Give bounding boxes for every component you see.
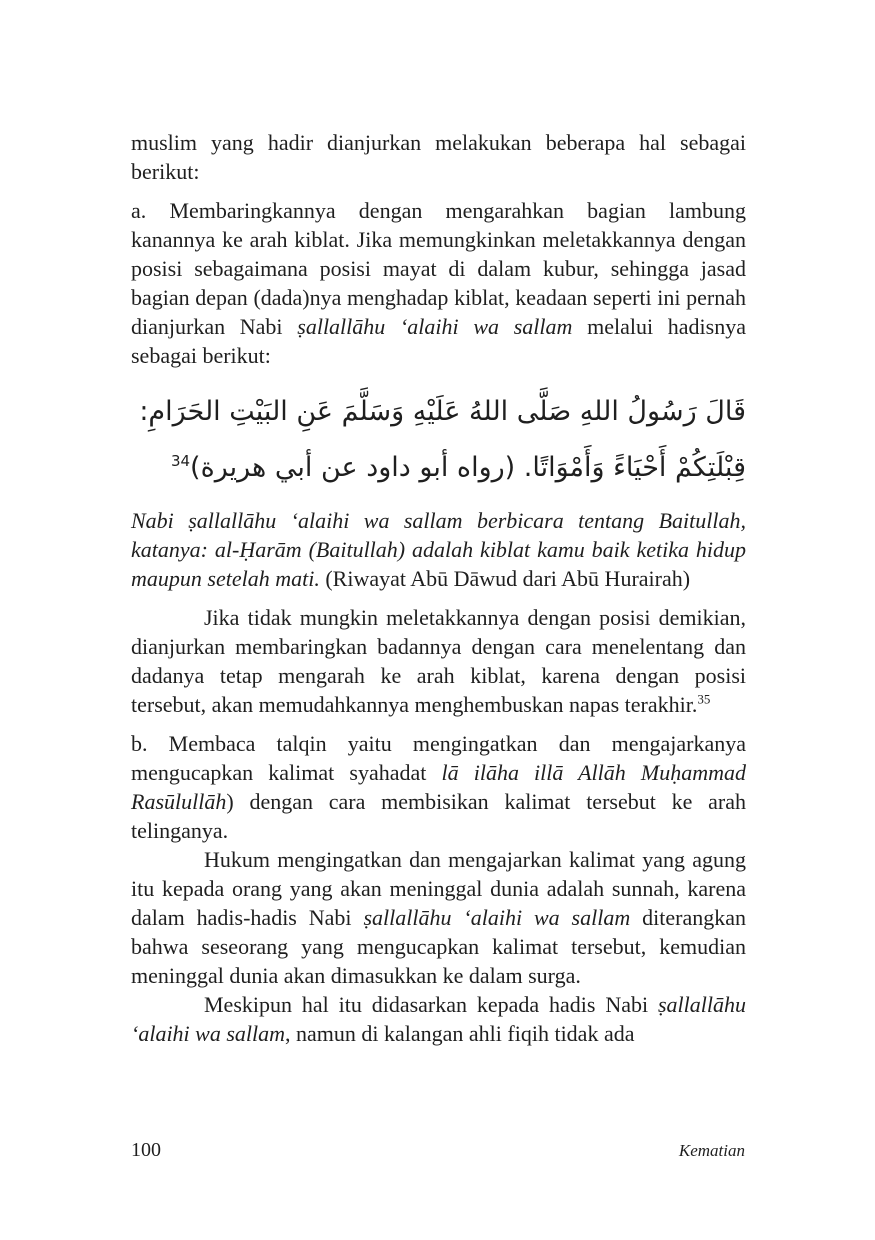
point-b-text: b. Membaca talqin yaitu mengingatkan dan mengajarkanya mengucapkan kalimat syahadat (131, 731, 746, 785)
alternative-position-text: Jika tidak mungkin meletakkannya dengan posisi demikian, dianjurkan membaringkan badannya dengan cara menelentang dan dadanya tetap mengarah ke arah kiblat, karena dengan posisi tersebut, akan memudahkannya menghembuskan napas terakhir. (131, 605, 746, 717)
paragraph-alternative-position (131, 603, 746, 719)
honorific: ṣallallāhu ‘alaihi wa sallam (131, 992, 746, 1046)
honorific: ṣallallāhu ‘alaihi wa sallam (297, 314, 573, 339)
shahada-transliteration: lā ilāha illā Allāh Muḥammad Rasūlullāh (131, 760, 746, 814)
paragraph-fiqh-opinion (131, 990, 746, 1048)
point-b-tail: ) dengan cara membisikan kalimat tersebut ke arah telinganya. (131, 789, 746, 843)
running-footer-title: Kematian (678, 1141, 745, 1160)
paragraph-intro: muslim yang hadir dianjurkan melakukan beberapa hal sebagai berikut: (131, 130, 746, 184)
fiqh-opinion-tail: , namun di kalangan ahli fiqih tidak ada (285, 1021, 635, 1046)
paragraph-point-a (131, 196, 746, 370)
talqin-ruling-text: Hukum mengingatkan dan mengajarkan kalimat yang agung itu kepada orang yang akan meninggal dunia adalah sunnah, karena dalam hadis-hadis Nabi (131, 847, 746, 930)
arabic-hadith-text: قَالَ رَسُولُ اللهِ صَلَّى اللهُ عَلَيْهِ وَسَلَّمَ عَنِ البَيْتِ الحَرَامِ: قِبْلَتِكُمْ أَحْيَاءً وَأَمْوَاتًا. (رواه أبو داود عن أبي هريرة) (139, 396, 746, 483)
hadith-source: (Riwayat Abū Dāwud dari Abū Hurairah) (319, 566, 691, 591)
footnote-ref-34: 34 (170, 452, 191, 470)
translation-text: Nabi ṣallallāhu ‘alaihi wa sallam berbicara tentang Baitullah, katanya: al-Ḥarām (Baitullah) adalah kiblat kamu baik ketika hidup maupun setelah mati. (131, 508, 746, 591)
honorific: ṣallallāhu ‘alaihi wa sallam (363, 905, 631, 930)
point-a-text: a. Membaringkannya dengan mengarahkan bagian lambung kanannya ke arah kiblat. Jika memungkinkan meletakkannya dengan posisi sebagaimana posisi mayat di dalam kubur, sehingga jasad bagian depan (dada)nya menghadap kiblat, keadaan seperti ini pernah dianjurkan Nabi (131, 198, 746, 339)
footnote-ref-35: 35 (697, 691, 711, 707)
paragraph-point-b (131, 729, 746, 845)
arabic-hadith (131, 384, 746, 496)
talqin-ruling-tail: diterangkan bahwa seseorang yang mengucapkan kalimat tersebut, kemudian meninggal dunia akan dimasukkan ke dalam surga. (131, 905, 746, 988)
fiqh-opinion-text: Meskipun hal itu didasarkan kepada hadis Nabi (204, 992, 658, 1017)
hadith-translation (131, 506, 746, 593)
point-a-tail: melalui hadisnya sebagai berikut: (131, 314, 746, 368)
page-body (131, 128, 746, 1048)
page-number: 100 (131, 1139, 161, 1161)
paragraph-talqin-ruling (131, 845, 746, 990)
